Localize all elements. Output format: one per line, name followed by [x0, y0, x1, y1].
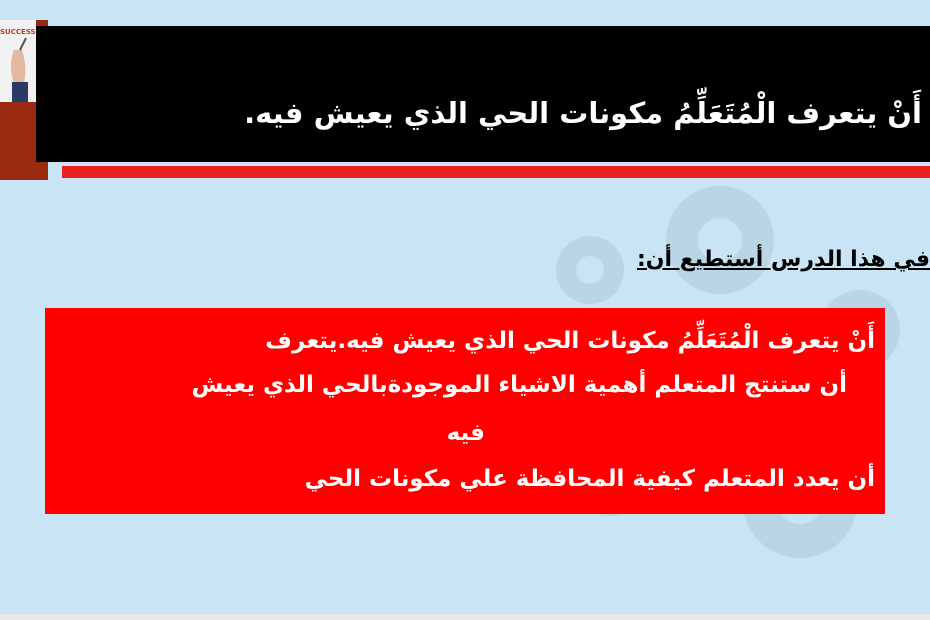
objectives-box	[45, 308, 885, 514]
title-bar	[36, 26, 930, 162]
bottom-strip	[0, 614, 930, 620]
red-accent-line	[62, 166, 930, 178]
objective-1: أَنْ يتعرف الْمُتَعَلِّمُ مكونات الحي الذي يعيش فيه.يتعرف	[265, 328, 875, 354]
thumbnail-label: SUCCESS	[0, 28, 36, 36]
objective-2: أن ستنتج المتعلم أهمية الاشياء الموجودةبالحي الذي يعيش	[191, 372, 847, 398]
objective-2-continued: فيه	[446, 420, 485, 446]
success-thumbnail	[0, 20, 36, 102]
slide-title: أَنْ يتعرف الْمُتَعَلِّمُ مكونات الحي الذي يعيش فيه.	[244, 96, 922, 130]
lesson-subtitle: في هذا الدرس أستطيع أن:	[636, 247, 930, 272]
objective-3: أن يعدد المتعلم كيفية المحافظة علي مكونات الحي	[304, 466, 875, 492]
